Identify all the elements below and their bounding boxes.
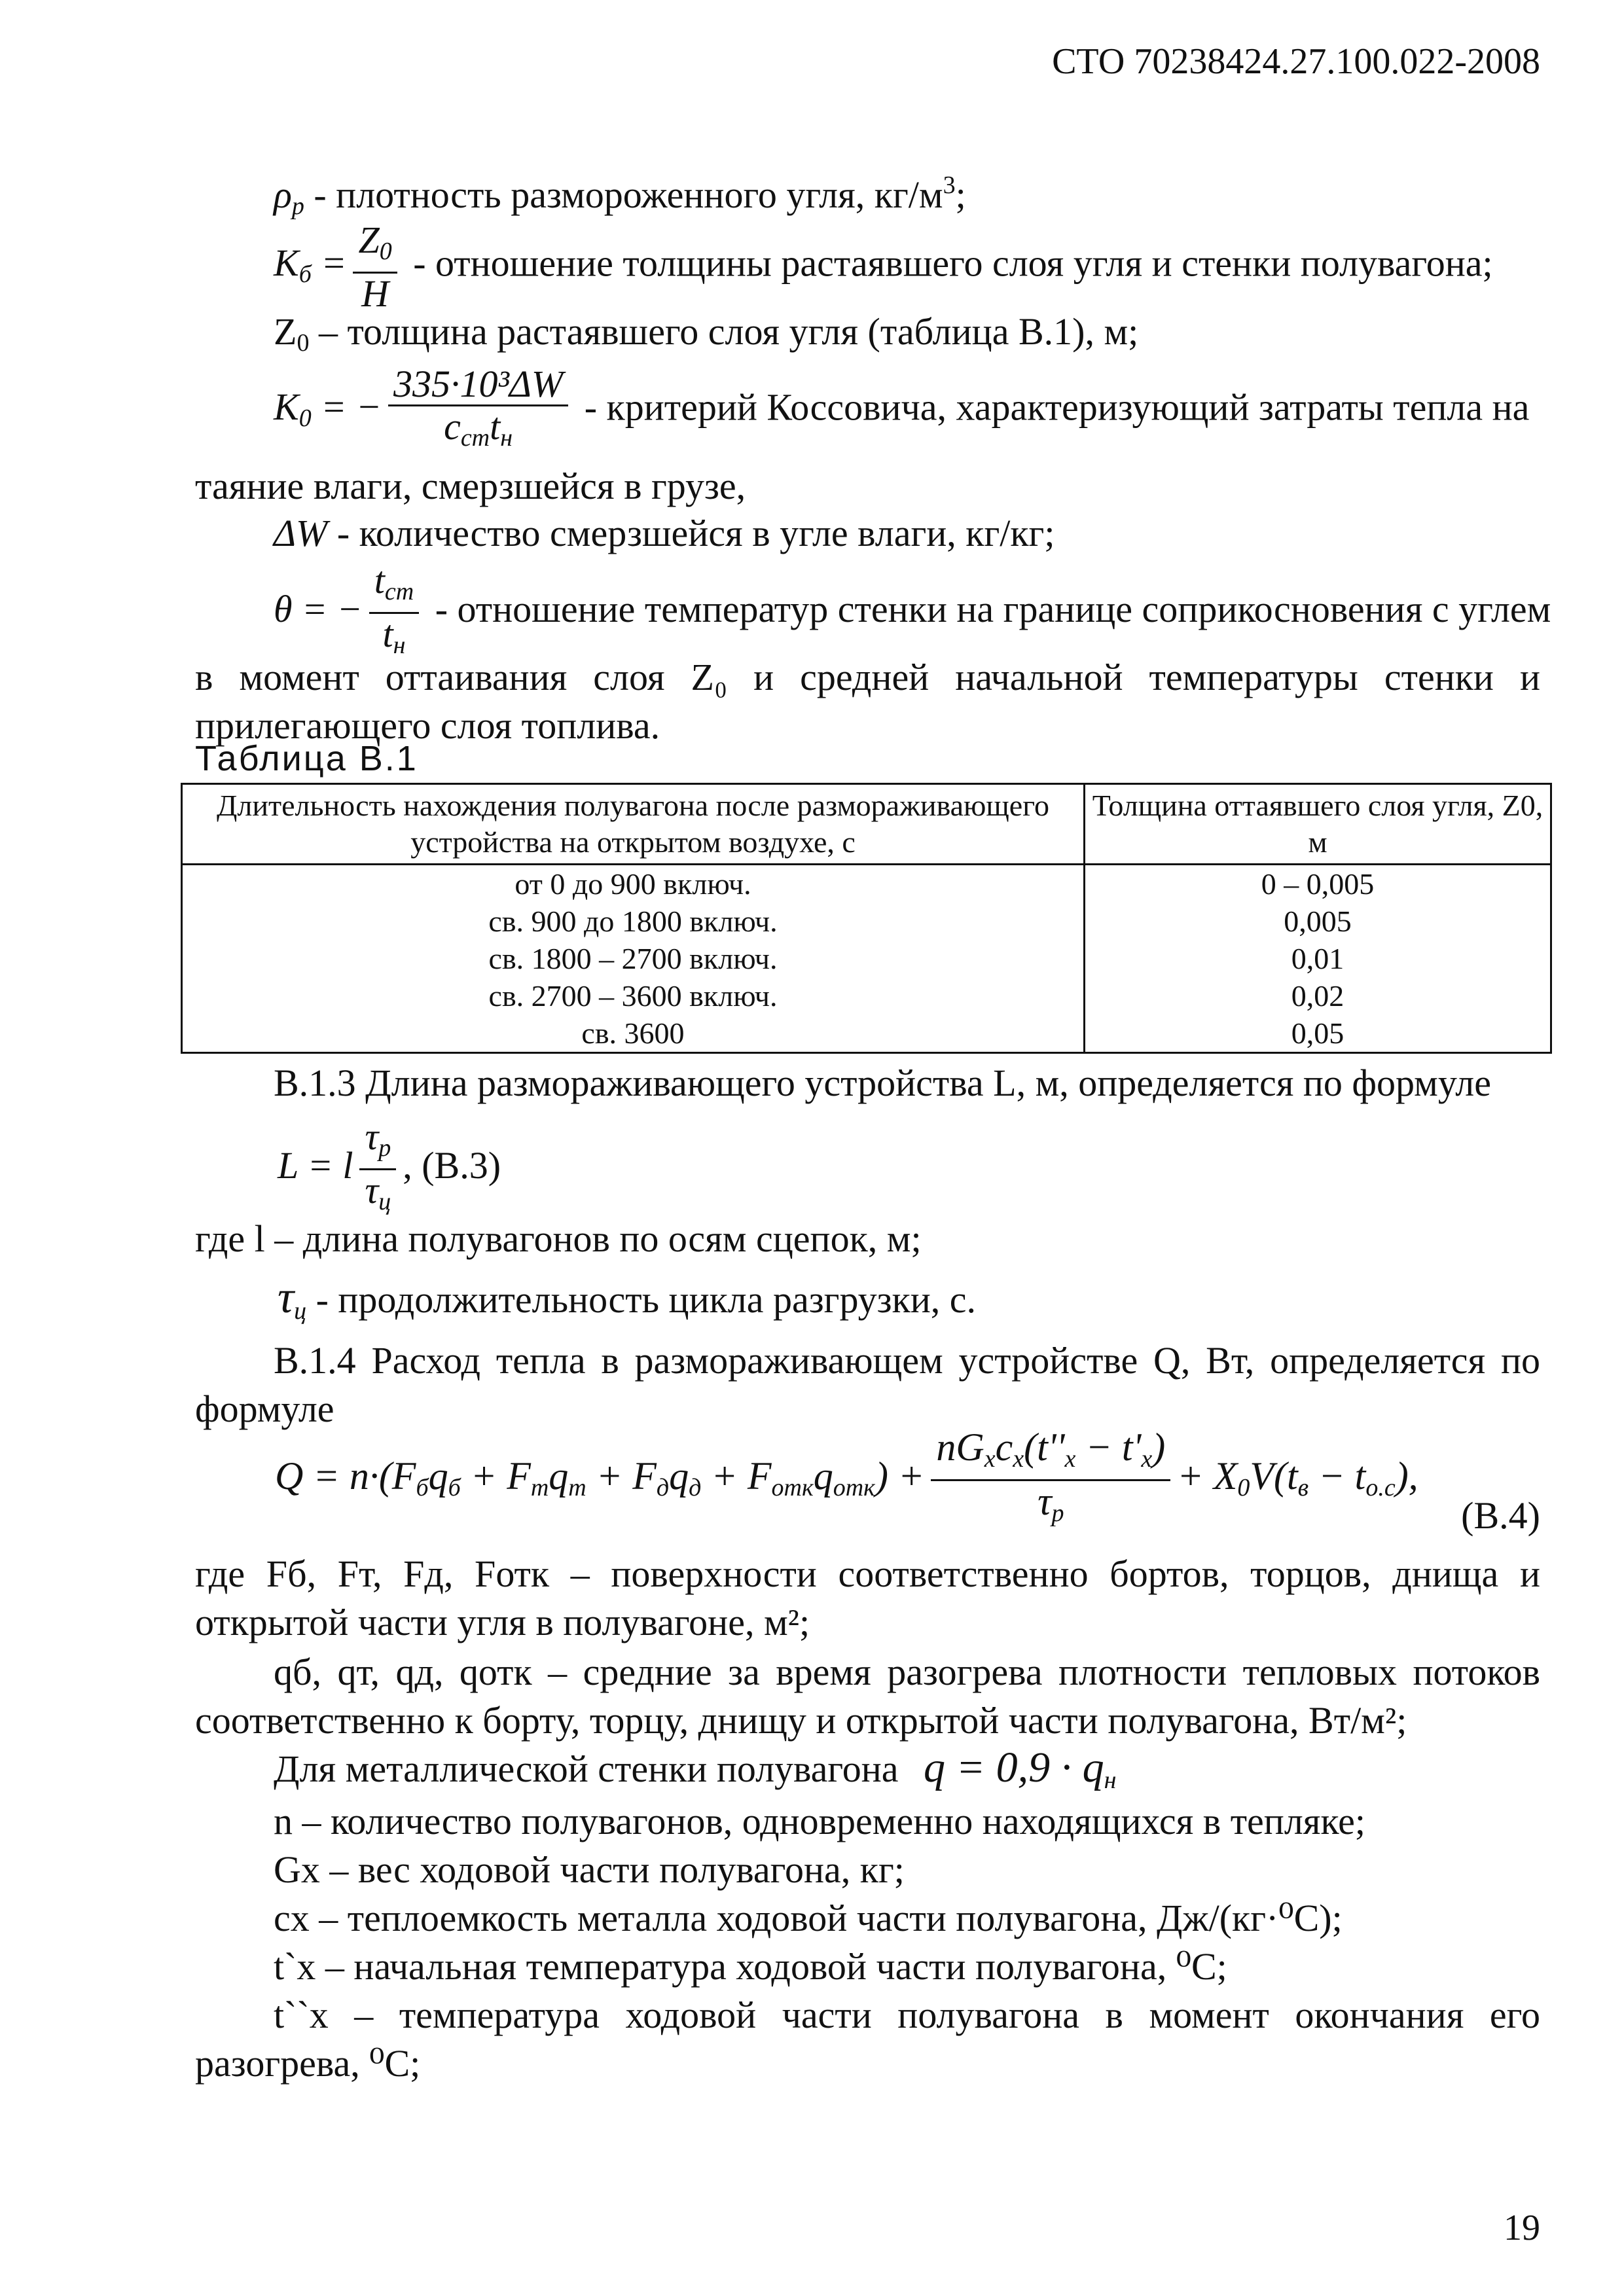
k6-num: Z xyxy=(358,219,380,261)
theta-fraction xyxy=(369,560,419,666)
table-cell: св. 2700 – 3600 включ. xyxy=(182,977,1085,1014)
table-cell: св. 3600 xyxy=(182,1014,1085,1053)
dw-symbol: ΔW xyxy=(274,512,328,554)
k6-text: - отношение толщины растаявшего слоя угля и стенки полувагона; xyxy=(403,242,1493,285)
table-cell: 0,005 xyxy=(1085,903,1551,940)
formula-b4: $Q = n\cdot(F_бq_б + F_тq_т + F_дq_д + F_{отк}q_{отк})$ + $\frac{nG_xc_x(t''_x - t'_x)}{\tau_р}$ + $X_0V(t_в - t_{о.с})$, xyxy=(275,1427,1540,1534)
k6-lhs-sub: б xyxy=(298,260,312,289)
theta-num-sub: ст xyxy=(384,578,414,605)
data-table xyxy=(181,783,1552,1054)
def-dw xyxy=(195,509,1540,558)
b3-num-sub: р xyxy=(378,1134,391,1162)
theta-num: t xyxy=(374,559,385,601)
z0-text: – толщина растаявшего слоя угля (таблица В.1), м; xyxy=(309,310,1139,353)
k0-den2-sub: н xyxy=(500,424,513,452)
table-cell: св. 900 до 1800 включ. xyxy=(182,903,1085,940)
metal-text: Для металлической стенки полувагона xyxy=(274,1748,899,1790)
k6-num-sub: 0 xyxy=(379,238,392,265)
metal-wall-line xyxy=(195,1744,1540,1804)
metal-formula: q = 0,9 · q xyxy=(924,1744,1104,1791)
b4-equation-label: (В.4) xyxy=(1461,1494,1540,1537)
where-l: где l – длина полувагонов по осям сцепок, м; xyxy=(195,1217,922,1260)
table-row xyxy=(182,1014,1551,1053)
rho-text: - плотность размороженного угля, кг/м xyxy=(304,173,943,216)
def-cx xyxy=(195,1894,1540,1943)
table-cell: 0,01 xyxy=(1085,940,1551,977)
tau-c-text: - продолжительность цикла разгрузки, с. xyxy=(306,1278,977,1321)
k0-den-sub: ст xyxy=(460,424,490,452)
k0-text: - критерий Коссовича, характеризующий затраты тепла на xyxy=(575,386,1530,429)
table-header-duration: Длительность нахождения полувагона после размораживающего устройства на открытом воздухе, с xyxy=(182,784,1085,865)
table-cell: от 0 до 900 включ. xyxy=(182,865,1085,903)
def-theta-continued: в момент оттаивания слоя Z₀ и средней начальной температуры стенки и прилегающего слоя топлива. xyxy=(195,656,1540,747)
def-gx xyxy=(195,1846,1540,1894)
def-k0: $K_0$ = − $\frac{\text{335·10³ΔW}}{c_{ст}t_н}$ - критерий Коссовича, характеризующий затраты тепла на xyxy=(195,364,1540,458)
k6-lhs: K xyxy=(274,242,299,285)
document-code-header: СТО 70238424.27.100.022-2008 xyxy=(1052,41,1540,82)
theta-den: t xyxy=(382,613,393,655)
k0-lhs-sub: 0 xyxy=(298,404,312,433)
gx-text: Gх – вес ходовой части полувагона, кг; xyxy=(274,1848,905,1891)
k0-lhs: K xyxy=(274,386,299,429)
rho-symbol: ρ xyxy=(274,173,292,216)
table-cell: 0,05 xyxy=(1085,1014,1551,1053)
def-theta xyxy=(195,559,1551,666)
table-caption: Таблица В.1 xyxy=(195,739,418,778)
cx-text: cх – теплоемкость металла ходовой части полувагона, Дж/(кг·⁰С); xyxy=(274,1897,1343,1939)
b3-equation-label: , (В.3) xyxy=(403,1143,501,1187)
def-k6: $K_б$ = $\frac{Z_0}{H}$ - отношение толщины растаявшего слоя угля и стенки полувагона; xyxy=(274,219,1493,315)
table-row xyxy=(182,940,1551,977)
theta-lhs: θ = − xyxy=(274,587,363,630)
z0-sub: 0 xyxy=(297,329,310,357)
def-tau-c xyxy=(195,1274,1540,1335)
b3-fraction xyxy=(359,1117,396,1222)
def-t2: t``х – температура ходовой части полувагона в момент окончания его разогрева, ⁰С; xyxy=(195,1994,1540,2085)
formula-b3 xyxy=(195,1117,1540,1222)
tau-c-symbol: τ xyxy=(278,1272,295,1323)
section-b13-heading xyxy=(195,1059,1540,1107)
k0-num: 335·10³ΔW xyxy=(388,364,568,406)
def-n xyxy=(195,1797,1540,1846)
z0-symbol: Z xyxy=(274,310,297,353)
k6-den: H xyxy=(361,272,389,315)
def-z0 xyxy=(195,308,1540,367)
table-row xyxy=(182,903,1551,940)
rho-tail: ; xyxy=(955,173,966,216)
section-b14-heading: В.1.4 Расход тепла в размораживающем устройстве Q, Вт, определяется по формуле xyxy=(195,1339,1540,1430)
b3-den-sub: ц xyxy=(378,1188,391,1215)
def-k0-continued: таяние влаги, смерзшейся в грузе, xyxy=(195,465,746,507)
b13-text: В.1.3 Длина размораживающего устройства L, м, определяется по формуле xyxy=(274,1062,1491,1104)
t1-text: t`х – начальная температура ходовой части полувагона, ⁰С; xyxy=(274,1945,1227,1988)
table-cell: 0 – 0,005 xyxy=(1085,865,1551,903)
b4-fraction: $\frac{nG_xc_x(t''_x - t'_x)}{\tau_р}$ xyxy=(931,1427,1170,1534)
table-header-row xyxy=(182,784,1551,865)
table-cell: св. 1800 – 2700 включ. xyxy=(182,940,1085,977)
rho-sub: р xyxy=(291,192,304,220)
table-cell: 0,02 xyxy=(1085,977,1551,1014)
k6-fraction xyxy=(353,220,397,314)
def-t1 xyxy=(195,1943,1540,1991)
rho-sup: 3 xyxy=(943,171,956,199)
k0-fraction xyxy=(388,364,568,458)
page-number: 19 xyxy=(1504,2208,1540,2248)
tau-c-sub: ц xyxy=(294,1297,307,1325)
table-row xyxy=(182,865,1551,903)
k0-den2: t xyxy=(490,405,501,448)
theta-text: - отношение температур стенки на границе соприкосновения с углем xyxy=(425,587,1551,630)
table-header-thickness: Толщина оттаявшего слоя угля, Z0, м xyxy=(1085,784,1551,865)
table-row xyxy=(182,977,1551,1014)
b3-lhs: L = l xyxy=(278,1143,353,1187)
where-q: qб, qт, qд, qотк – средние за время разогрева плотности тепловых потоков соответственно к борту, торцу, днищу и открытой части полувагона, Вт/м²; xyxy=(195,1651,1540,1742)
b3-num: τ xyxy=(365,1115,379,1158)
metal-formula-sub: н xyxy=(1104,1767,1117,1794)
b3-den: τ xyxy=(365,1169,379,1211)
where-f: где Fб, Fт, Fд, Fотк – поверхности соответственно бортов, торцов, днища и открытой части угля в полувагоне, м²; xyxy=(195,1552,1540,1643)
k0-den: c xyxy=(444,405,461,448)
dw-text: - количество смерзшейся в угле влаги, кг/кг; xyxy=(327,512,1055,554)
theta-den-sub: н xyxy=(393,632,406,659)
n-text: n – количество полувагонов, одновременно находящихся в тепляке; xyxy=(274,1800,1366,1842)
